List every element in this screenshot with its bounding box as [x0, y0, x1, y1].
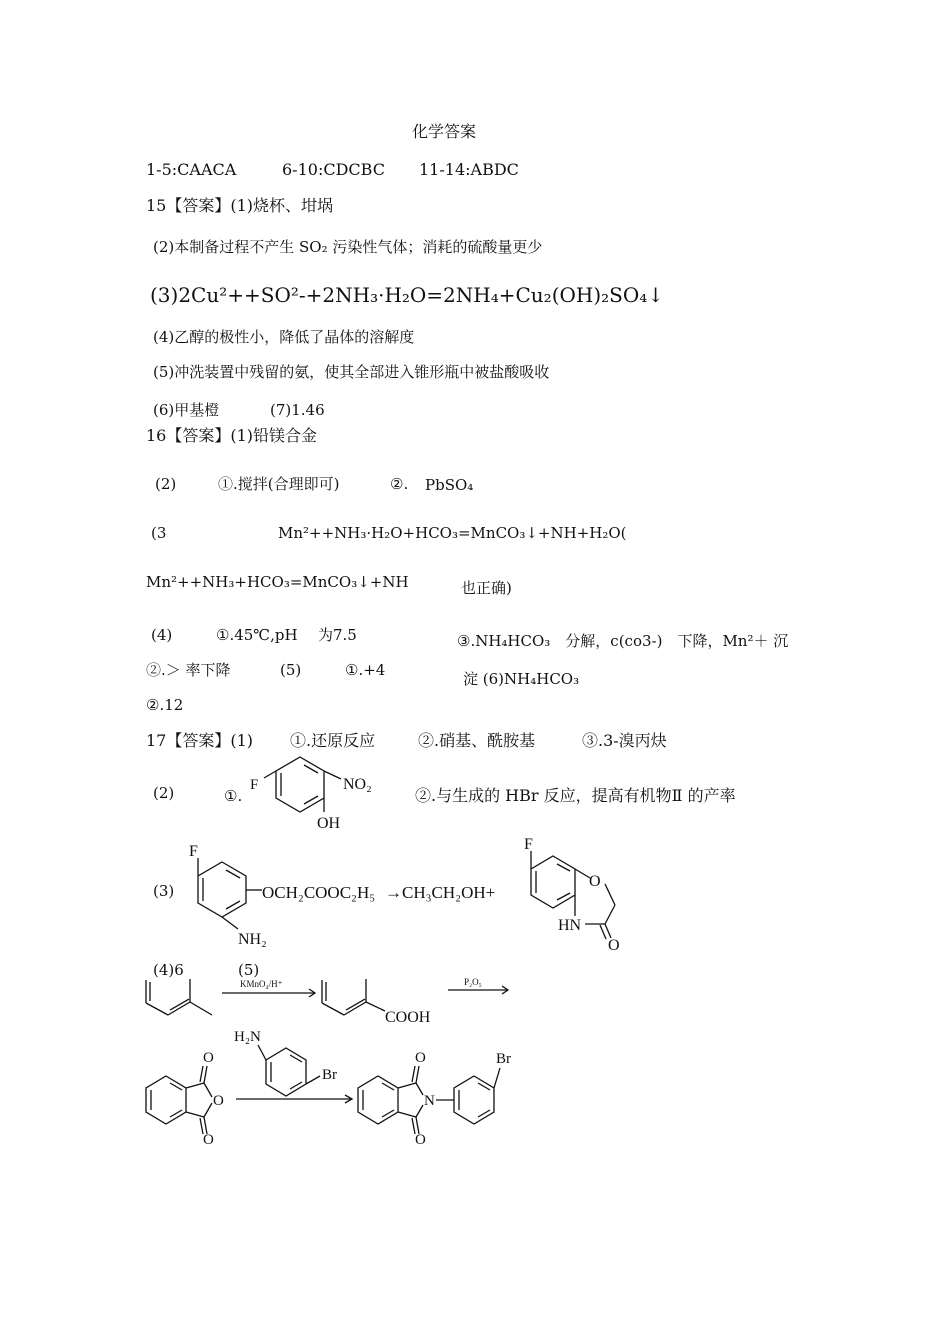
q15-line-6a: (6)甲基橙 — [153, 401, 220, 419]
q17-line-2b: ①. — [224, 787, 243, 805]
mc-answers-6-10: 6-10:CDCBC — [282, 160, 385, 179]
cyclization-reaction-scheme — [180, 835, 640, 955]
lactam-nh-label: HN — [558, 917, 582, 934]
q16-line-3b-equation: Mn²++NH₃·H₂O+HCO₃=MnCO₃↓+NH+H₂O( — [278, 524, 627, 542]
q17-line-4b: (5) — [238, 961, 260, 979]
kmno4-reagent-label: KMnO₄/H⁺ — [240, 979, 283, 989]
q17-line-3a: (3) — [153, 882, 175, 900]
q17-line-2c: ②.与生成的 HBr 反应，提高有机物Ⅱ 的产率 — [415, 786, 736, 805]
imide-oxygen-bottom-label: O — [415, 1132, 426, 1148]
q16-line-5d: ③.NH₄HCO₃ 分解，c(co3-) 下降，Mn²＋ 沉 — [457, 632, 789, 650]
q15-line-3-equation: (3)2Cu²++SO²-+2NH₃·H₂O=2NH₄+Cu₂(OH)₂SO₄↓ — [150, 283, 665, 307]
q16-line-5c: 为7.5 — [318, 626, 357, 644]
q15-line-2: (2)本制备过程不产生 SO₂ 污染性气体；消耗的硫酸量更少 — [153, 238, 543, 256]
amine-label: H₂N — [234, 1029, 261, 1045]
q16-line-2d: PbSO₄ — [425, 476, 474, 494]
imide-formation-scheme — [140, 1022, 540, 1152]
amino-label: NH₂ — [238, 931, 267, 948]
anhydride-oxygen-top-label: O — [203, 1050, 214, 1066]
q16-line-2a: (2) — [155, 475, 177, 493]
q16-line-6b: (5) — [280, 661, 302, 679]
q17-line-1c: ②.硝基、酰胺基 — [418, 731, 536, 750]
q16-line-5b: ①.45℃,pH — [216, 626, 298, 644]
carboxyl-label: COOH — [385, 1009, 431, 1026]
q16-line-6d: 淀 (6)NH₄HCO₃ — [463, 670, 580, 688]
q16-line-4a-equation: Mn²++NH₃+HCO₃=MnCO₃↓+NH — [146, 573, 409, 591]
ethanol-product-label: →CH₃CH₂OH+ — [385, 883, 496, 902]
nitro-label: NO₂ — [343, 776, 372, 793]
ring-oxygen-label: O — [589, 873, 601, 890]
q17-line-1a: 17【答案】(1) — [146, 731, 254, 750]
imide-nitrogen-label: N — [424, 1093, 435, 1109]
carbonyl-oxygen-label: O — [608, 937, 620, 954]
hydroxyl-label: OH — [317, 815, 341, 832]
q15-line-5: (5)冲洗装置中残留的氨，使其全部进入锥形瓶中被盐酸吸收 — [153, 363, 550, 381]
anhydride-oxygen-bottom-label: O — [203, 1132, 214, 1148]
q16-line-2c: ②. — [390, 475, 409, 493]
q16-line-2b: ①.搅拌(合理即可) — [218, 475, 340, 493]
q16-line-3a: (3 — [151, 524, 167, 542]
reagent-bromine-label: Br — [322, 1067, 337, 1083]
q15-line-6b: (7)1.46 — [270, 401, 325, 419]
q16-line-1: 16【答案】(1)铅镁合金 — [146, 426, 318, 445]
fluorine-label: F — [189, 843, 198, 860]
mc-answers-1-5: 1-5:CAACA — [146, 160, 237, 179]
anhydride-ring-oxygen-label: O — [213, 1093, 224, 1109]
q17-line-1b: ①.还原反应 — [290, 731, 376, 750]
product-fluorine-label: F — [524, 836, 533, 853]
q17-line-1d: ③.3-溴丙炔 — [582, 731, 667, 750]
q16-line-7: ②.12 — [146, 696, 184, 714]
mc-answers-11-14: 11-14:ABDC — [419, 160, 519, 179]
q16-line-6c: ①.+4 — [345, 661, 386, 679]
imide-oxygen-top-label: O — [415, 1050, 426, 1066]
ester-chain-label: OCH₂COOC₂H₅ — [262, 883, 376, 902]
q15-line-1: 15【答案】(1)烧杯、坩埚 — [146, 196, 334, 215]
q16-line-6a: ②.＞ 率下降 — [146, 661, 231, 679]
page-title: 化学答案 — [412, 122, 477, 141]
product-bromine-label: Br — [496, 1051, 511, 1067]
fluoro-nitrophenol-structure — [240, 755, 390, 835]
q15-line-4: (4)乙醇的极性小，降低了晶体的溶解度 — [153, 328, 415, 346]
q17-line-2a: (2) — [153, 784, 175, 802]
q17-line-4a: (4)6 — [153, 961, 184, 979]
q16-line-4b: 也正确) — [461, 579, 512, 597]
p2o5-reagent-label: P₂O₅ — [464, 977, 482, 987]
q16-line-5a: (4) — [151, 626, 173, 644]
fluorine-label: F — [250, 777, 259, 793]
